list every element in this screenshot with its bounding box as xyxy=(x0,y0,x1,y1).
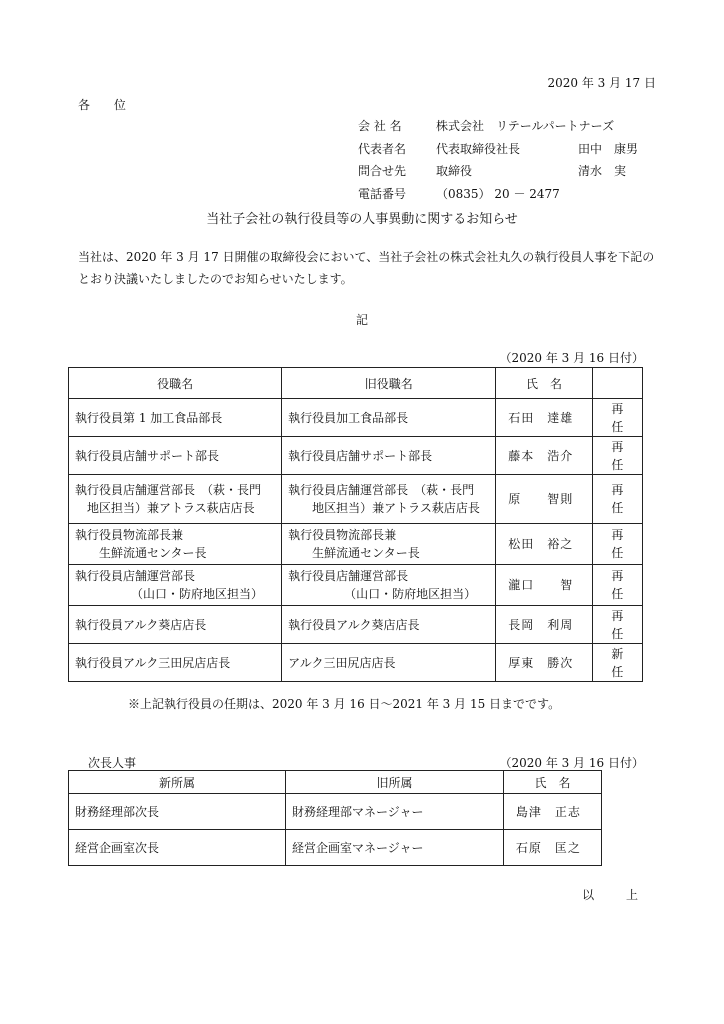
ki-marker: 記 xyxy=(355,313,368,327)
table-row xyxy=(69,644,643,682)
representative-label: 代表者名 xyxy=(358,142,407,156)
representative-title: 代表取締役社長 xyxy=(436,142,521,156)
new-position-line1: 執行役員物流部長兼 xyxy=(75,528,184,542)
contact-name: 清水 実 xyxy=(578,164,627,178)
new-position-cell xyxy=(69,475,282,524)
old-position-cell xyxy=(282,565,496,606)
status-cell: 再 任 xyxy=(592,524,642,565)
header-new-position: 役職名 xyxy=(69,368,282,399)
executive-table xyxy=(68,367,643,682)
old-position-line2: 生鮮流通センター長 xyxy=(312,546,420,560)
person-name: 長岡 利周 xyxy=(496,606,593,644)
person-name: 島津 正志 xyxy=(503,794,601,830)
body-paragraph: 当社は、2020 年 3 月 17 日開催の取締役会において、当社子会社の株式会社丸久の執行役員人事を下記のとおり決議いたしましたのでお知らせいたします。 xyxy=(78,250,655,286)
header-name: 氏 名 xyxy=(496,368,593,399)
deputy-section-title: 次長人事 xyxy=(88,756,137,770)
old-position-line1: 執行役員店舗運営部長 （萩・長門 xyxy=(288,483,475,497)
new-position-cell xyxy=(69,565,282,606)
old-position-line1: 執行役員アルク葵店店長 xyxy=(288,617,420,632)
new-position-line1: 執行役員第 1 加工食品部長 xyxy=(75,410,223,425)
new-position-line1: 執行役員店舗運営部長 （萩・長門 xyxy=(75,483,262,497)
person-name: 松田 裕之 xyxy=(496,524,593,565)
old-position-line1: 執行役員物流部長兼 xyxy=(288,528,397,542)
old-dept-cell: 経営企画室マネージャー xyxy=(285,830,503,866)
status-cell: 新 任 xyxy=(592,644,642,682)
old-position-line2: 地区担当）兼アトラス萩店店長 xyxy=(312,501,480,515)
old-position-line1: 執行役員加工食品部長 xyxy=(288,410,409,425)
new-dept-cell: 財務経理部次長 xyxy=(69,794,286,830)
person-name: 瀧口 智 xyxy=(496,565,593,606)
old-position-cell xyxy=(282,399,496,437)
header-old-position: 旧役職名 xyxy=(282,368,496,399)
old-position-cell xyxy=(282,437,496,475)
old-position-cell xyxy=(282,524,496,565)
new-position-cell xyxy=(69,524,282,565)
new-dept-cell: 経営企画室次長 xyxy=(69,830,286,866)
table-row xyxy=(69,606,643,644)
addressee: 各 位 xyxy=(78,98,136,112)
table-header-row xyxy=(69,771,602,794)
old-position-line1: 執行役員店舗運営部長 xyxy=(288,569,409,583)
new-position-line1: 執行役員アルク三田尻店店長 xyxy=(75,655,231,670)
phone-label: 電話番号 xyxy=(358,187,407,201)
status-cell: 再 任 xyxy=(592,565,642,606)
new-position-cell xyxy=(69,606,282,644)
new-position-cell xyxy=(69,399,282,437)
company-name-label: 会 社 名 xyxy=(358,119,402,133)
phone-value: （0835） 20 － 2477 xyxy=(436,187,560,201)
status-cell: 再 任 xyxy=(592,475,642,524)
page-title: 当社子会社の執行役員等の人事異動に関するお知らせ xyxy=(206,212,518,227)
person-name: 藤本 浩介 xyxy=(496,437,593,475)
new-position-line1: 執行役員店舗運営部長 xyxy=(75,569,196,583)
representative-name: 田中 康男 xyxy=(578,142,639,156)
new-position-line2: 地区担当）兼アトラス萩店店長 xyxy=(87,501,255,515)
old-position-cell xyxy=(282,644,496,682)
person-name: 石原 匡之 xyxy=(503,830,601,866)
table-row xyxy=(69,475,643,524)
table1-date-note: （2020 年 3 月 16 日付） xyxy=(499,351,644,365)
old-position-line2: （山口・防府地区担当） xyxy=(344,587,477,601)
new-position-line2: （山口・防府地区担当） xyxy=(131,587,264,601)
old-position-cell xyxy=(282,606,496,644)
person-name: 原 智則 xyxy=(496,475,593,524)
table-row xyxy=(69,565,643,606)
header-new-dept: 新所属 xyxy=(69,771,286,794)
closing-mark: 以 上 xyxy=(582,888,652,902)
new-position-line2: 生鮮流通センター長 xyxy=(99,546,207,560)
person-name: 石田 達雄 xyxy=(496,399,593,437)
contact-label: 問合せ先 xyxy=(358,164,407,178)
term-note: ※上記執行役員の任期は、2020 年 3 月 16 日～2021 年 3 月 15 日までです。 xyxy=(128,697,561,711)
company-name-value: 株式会社 リテールパートナーズ xyxy=(436,119,615,133)
old-position-line1: アルク三田尻店店長 xyxy=(288,655,396,670)
table2-date-note: （2020 年 3 月 16 日付） xyxy=(499,756,644,770)
status-cell: 再 任 xyxy=(592,399,642,437)
header-status xyxy=(592,368,642,399)
new-position-cell xyxy=(69,437,282,475)
new-position-line1: 執行役員アルク葵店店長 xyxy=(75,617,207,632)
table-row xyxy=(69,524,643,565)
person-name: 厚東 勝次 xyxy=(496,644,593,682)
table-header-row xyxy=(69,368,643,399)
status-cell: 再 任 xyxy=(592,606,642,644)
table-row xyxy=(69,399,643,437)
status-cell: 再 任 xyxy=(592,437,642,475)
old-position-line1: 執行役員店舗サポート部長 xyxy=(288,448,433,463)
old-dept-cell: 財務経理部マネージャー xyxy=(285,794,503,830)
header-name: 氏 名 xyxy=(503,771,601,794)
deputy-table xyxy=(68,770,602,866)
table-row xyxy=(69,830,602,866)
new-position-cell xyxy=(69,644,282,682)
new-position-line1: 執行役員店舗サポート部長 xyxy=(75,448,220,463)
document-date: 2020 年 3 月 17 日 xyxy=(547,76,656,90)
table-row xyxy=(69,437,643,475)
contact-title: 取締役 xyxy=(436,164,473,178)
old-position-cell xyxy=(282,475,496,524)
table-row xyxy=(69,794,602,830)
header-old-dept: 旧所属 xyxy=(285,771,503,794)
